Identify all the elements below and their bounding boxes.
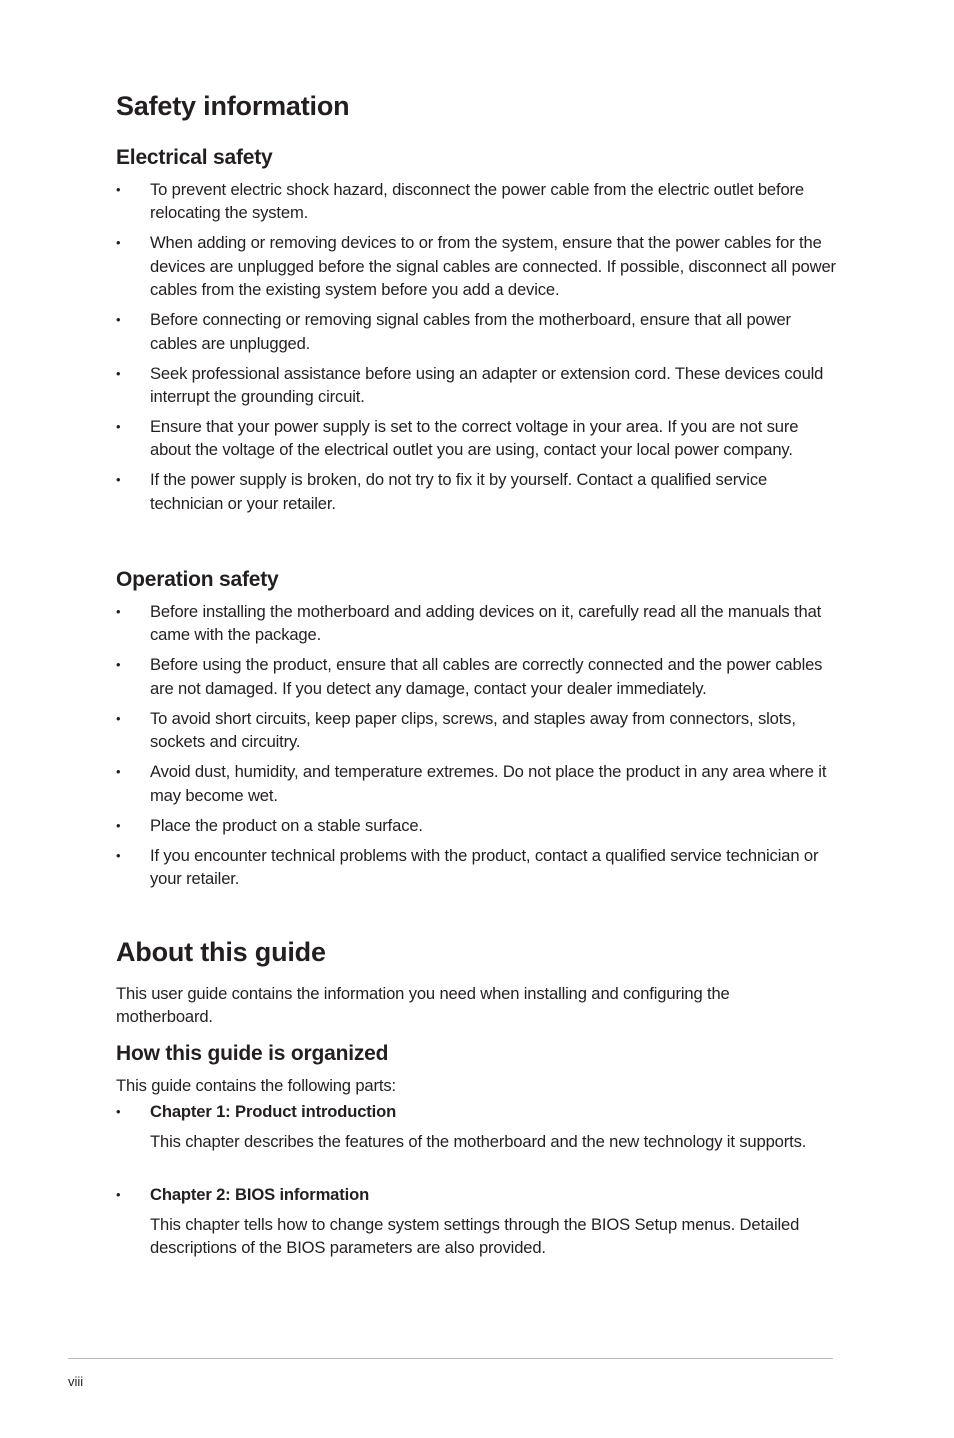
chapter-title: • Chapter 1: Product introduction	[116, 1100, 836, 1123]
list-item: • Seek professional assistance before using an adapter or extension cord. These devices could interrupt the grounding circuit.	[116, 363, 824, 407]
electrical-safety-list	[116, 178, 836, 522]
bullet-icon: •	[116, 1104, 121, 1119]
list-item: • To prevent electric shock hazard, disconnect the power cable from the electric outlet before relocating the system.	[116, 180, 804, 223]
section-title-safety: Safety information	[116, 91, 350, 121]
list-item: • If the power supply is broken, do not try to fix it by yourself. Contact a qualified service technician or your retailer.	[116, 470, 768, 513]
chapter-entry-2	[116, 1183, 836, 1260]
section-title-about: About this guide	[116, 937, 326, 967]
heading-operation-safety: Operation safety	[116, 568, 279, 591]
list-item: • When adding or removing devices to or from the system, ensure that the power cables for the devices are unplugged before the signal cables are connected. If possible, disconnect all power cables from the existing system before you add a device.	[116, 233, 836, 300]
bullet-icon: •	[116, 235, 121, 251]
bullet-icon: •	[116, 817, 121, 833]
bullet-icon: •	[116, 182, 121, 197]
bullet-icon: •	[116, 1187, 121, 1202]
list-item: • Avoid dust, humidity, and temperature extremes. Do not place the product in any area where it may become wet.	[116, 762, 827, 805]
list-item: • Ensure that your power supply is set to the correct voltage in your area. If you are not sure about the voltage of the electrical outlet you are using, contact your local power company.	[116, 417, 799, 460]
bullet-icon: •	[116, 657, 121, 673]
footer-divider	[68, 1358, 833, 1359]
list-item: • Before installing the motherboard and adding devices on it, carefully read all the manuals that came with the package.	[116, 602, 822, 645]
organized-intro-paragraph: This guide contains the following parts:	[116, 1076, 396, 1095]
heading-guide-organized: How this guide is organized	[116, 1042, 389, 1065]
chapter-entry-1	[116, 1100, 836, 1153]
bullet-icon: •	[116, 419, 121, 435]
heading-electrical-safety: Electrical safety	[116, 146, 273, 169]
bullet-icon: •	[116, 847, 121, 863]
list-item: • Before connecting or removing signal cables from the motherboard, ensure that all power cables are unplugged.	[116, 310, 791, 353]
operation-safety-list	[116, 600, 836, 897]
list-item: • Place the product on a stable surface.	[116, 814, 836, 837]
bullet-icon: •	[116, 764, 121, 780]
list-item: • Before using the product, ensure that all cables are correctly connected and the power cables are not damaged. If you detect any damage, contact your dealer immediately.	[116, 655, 823, 698]
list-item: • If you encounter technical problems with the product, contact a qualified service technician or your retailer.	[116, 845, 819, 889]
bullet-icon: •	[116, 365, 121, 381]
about-intro-paragraph: This user guide contains the information you need when installing and configuring the motherboard.	[116, 984, 730, 1027]
bullet-icon: •	[116, 710, 121, 726]
chapter-title: • Chapter 2: BIOS information	[116, 1183, 836, 1206]
chapter-description: This chapter describes the features of the motherboard and the new technology it supports.	[150, 1132, 807, 1151]
chapter-description: This chapter tells how to change system settings through the BIOS Setup menus. Detailed descriptions of the BIOS parameters are also provided.	[150, 1215, 800, 1258]
bullet-icon: •	[116, 312, 121, 328]
page-number: viii	[68, 1374, 84, 1389]
bullet-icon: •	[116, 604, 121, 619]
list-item: • To avoid short circuits, keep paper clips, screws, and staples away from connectors, slots, sockets and circuitry.	[116, 708, 796, 752]
bullet-icon: •	[116, 472, 121, 488]
